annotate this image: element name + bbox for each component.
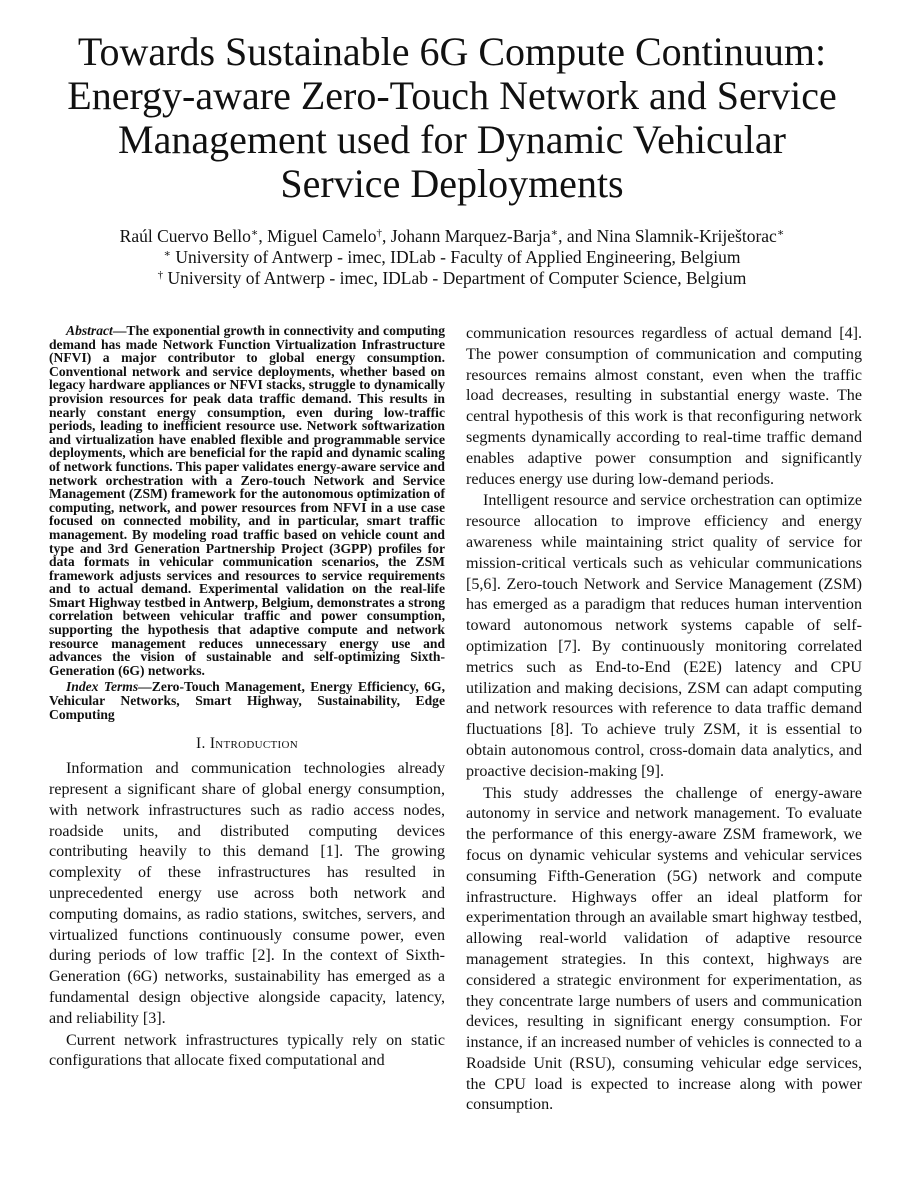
author-name: Raúl Cuervo Bello: [119, 226, 251, 246]
abstract-label: Abstract: [66, 323, 113, 338]
left-column: [49, 324, 445, 1072]
affiliation-mark: ∗: [163, 248, 171, 260]
affiliation-mark: ∗: [250, 227, 259, 239]
body-text-right: [466, 324, 862, 1116]
index-terms-text: —Zero-Touch Management, Energy Efficiency, 6G, Vehicular Networks, Smart Highway, Sustainability, Edge Computing: [49, 679, 445, 722]
abstract-paragraph: [49, 324, 445, 677]
body-paragraph-continued: communication resources regardless of actual demand [4]. The power consumption of communication and computing resources remains almost constant, even when the traffic load decreases, resulting in substantial energy waste. The central hypothesis of this work is that reconfiguring network segments dynamically according to real-time traffic demand enables adaptive power consumption and significantly reduces energy use during low-demand periods.: [466, 325, 862, 488]
index-terms-label: Index Terms: [66, 679, 139, 695]
affiliation-line: [30, 247, 874, 268]
author-separator: , and: [558, 226, 597, 246]
body-paragraph: Information and communication technologies already represent a significant share of global energy consumption, with network infrastructures such as radio access nodes, roadside units, and distributed computing devices contributing heavily to this demand [1]. The growing complexity of these infrastructures has resulted in unprecedented energy use across both network and computing domains, as radio stations, switches, servers, and virtualized functions continuously consume power, even during periods of low traffic [2]. In the context of Sixth-Generation (6G) networks, sustainability has emerged as a fundamental design objective alongside capacity, latency, and reliability [3].: [49, 760, 445, 1027]
title-line: Energy-aware Zero-Touch Network and Service: [67, 73, 837, 118]
author-list: [30, 226, 874, 247]
author-separator: ,: [382, 226, 391, 246]
section-heading: [49, 734, 445, 754]
body-paragraph: Current network infrastructures typically rely on static configurations that allocate fixed computational and: [49, 1031, 445, 1070]
affiliation-mark: †: [376, 227, 382, 239]
section-title: Introduction: [209, 735, 299, 753]
body-paragraph: This study addresses the challenge of energy-aware autonomy in service and network management. To evaluate the performance of this energy-aware ZSM framework, we focus on dynamic vehicular systems and vehicular services consuming Fifth-Generation (5G) network and compute infrastructure. Highways offer an ideal platform for experimentation through an available smart highway testbed, allowing real-world validation of adaptive resource management strategies. In this context, highways are considered a strategic environment for experimentation, as they concentrate large numbers of users and communication devices, resulting in significant energy consumption. For instance, if an increased number of vehicles is connected to a Roadside Unit (RSU), consuming vehicular edge services, the CPU load is expected to increase along with power consumption.: [466, 784, 862, 1114]
author-separator: ,: [258, 226, 268, 246]
abstract-text: —The exponential growth in connectivity and computing demand has made Network Function Virtualization Infrastructure (NFVI) a major contributor to global energy consumption. Conventional network and service deployments, whether based on legacy hardware appliances or NFVI stacks, struggle to dynamically provision resources for peak data traffic demand. This results in nearly constant energy consumption, even during low-traffic periods, leading to inefficient resource use. Network softwarization and virtualization have enabled flexible and programmable service deployments, which are beneficial for the rapid and dynamic scaling of network functions. This paper validates energy-aware service and network orchestration with a Zero-touch Network and Service Management (ZSM) framework for the autonomous optimization of computing, network, and power resources from NFVI in a use case focused on connected mobility, and in particular, smart traffic management. By modeling road traffic based on vehicle count and type and 3rd Generation Partnership Project (3GPP) profiles for data formats in vehicular communication scenarios, the ZSM framework adjusts services and resources to service requirements and to actual demand. Experimental validation on the real-life Smart Highway testbed in Antwerp, Belgium, demonstrates a strong correlation between vehicular traffic and power consumption, supporting the hypothesis that adaptive compute and network resource management reduces unnecessary energy use and advances the vision of sustainable and self-optimizing Sixth-Generation (6G) networks.: [49, 323, 445, 678]
author-block: [30, 226, 874, 289]
section-number: I.: [195, 735, 206, 753]
right-column: [466, 324, 862, 1116]
author-name: Miguel Camelo: [267, 226, 377, 246]
affiliation-text: University of Antwerp - imec, IDLab - Faculty of Applied Engineering, Belgium: [175, 247, 741, 267]
author-name: Johann Marquez-Barja: [390, 226, 551, 246]
title-line: Management used for Dynamic Vehicular: [118, 117, 786, 162]
title-line: Service Deployments: [280, 161, 624, 206]
affiliation-line: [30, 268, 874, 289]
title-line: Towards Sustainable 6G Compute Continuum:: [77, 29, 827, 74]
paper-title: [30, 30, 874, 206]
author-name: Nina Slamnik-Kriještorac: [596, 226, 777, 246]
affiliation-text: University of Antwerp - imec, IDLab - Department of Computer Science, Belgium: [167, 268, 747, 288]
body-paragraph: Intelligent resource and service orchestration can optimize resource allocation to improve efficiency and energy awareness while maintaining strict quality of service for mission-critical verticals such as vehicular communications [5,6]. Zero-touch Network and Service Management (ZSM) has emerged as a paradigm that reduces human intervention toward autonomous network systems capable of self-optimization [7]. By continuously monitoring correlated metrics such as End-to-End (E2E) latency and CPU utilization and making decisions, ZSM can adapt computing and network resources with reference to data traffic demand fluctuations [8]. To achieve truly ZSM, it is essential to obtain autonomous control, cross-domain data analytics, and proactive decision-making [9].: [466, 492, 862, 780]
abstract: [49, 324, 445, 721]
affiliation-mark: ∗: [776, 227, 785, 239]
affiliation-mark: †: [157, 269, 164, 281]
body-text-left: [49, 759, 445, 1072]
index-terms: [49, 680, 445, 721]
affiliation-mark: ∗: [550, 227, 559, 239]
